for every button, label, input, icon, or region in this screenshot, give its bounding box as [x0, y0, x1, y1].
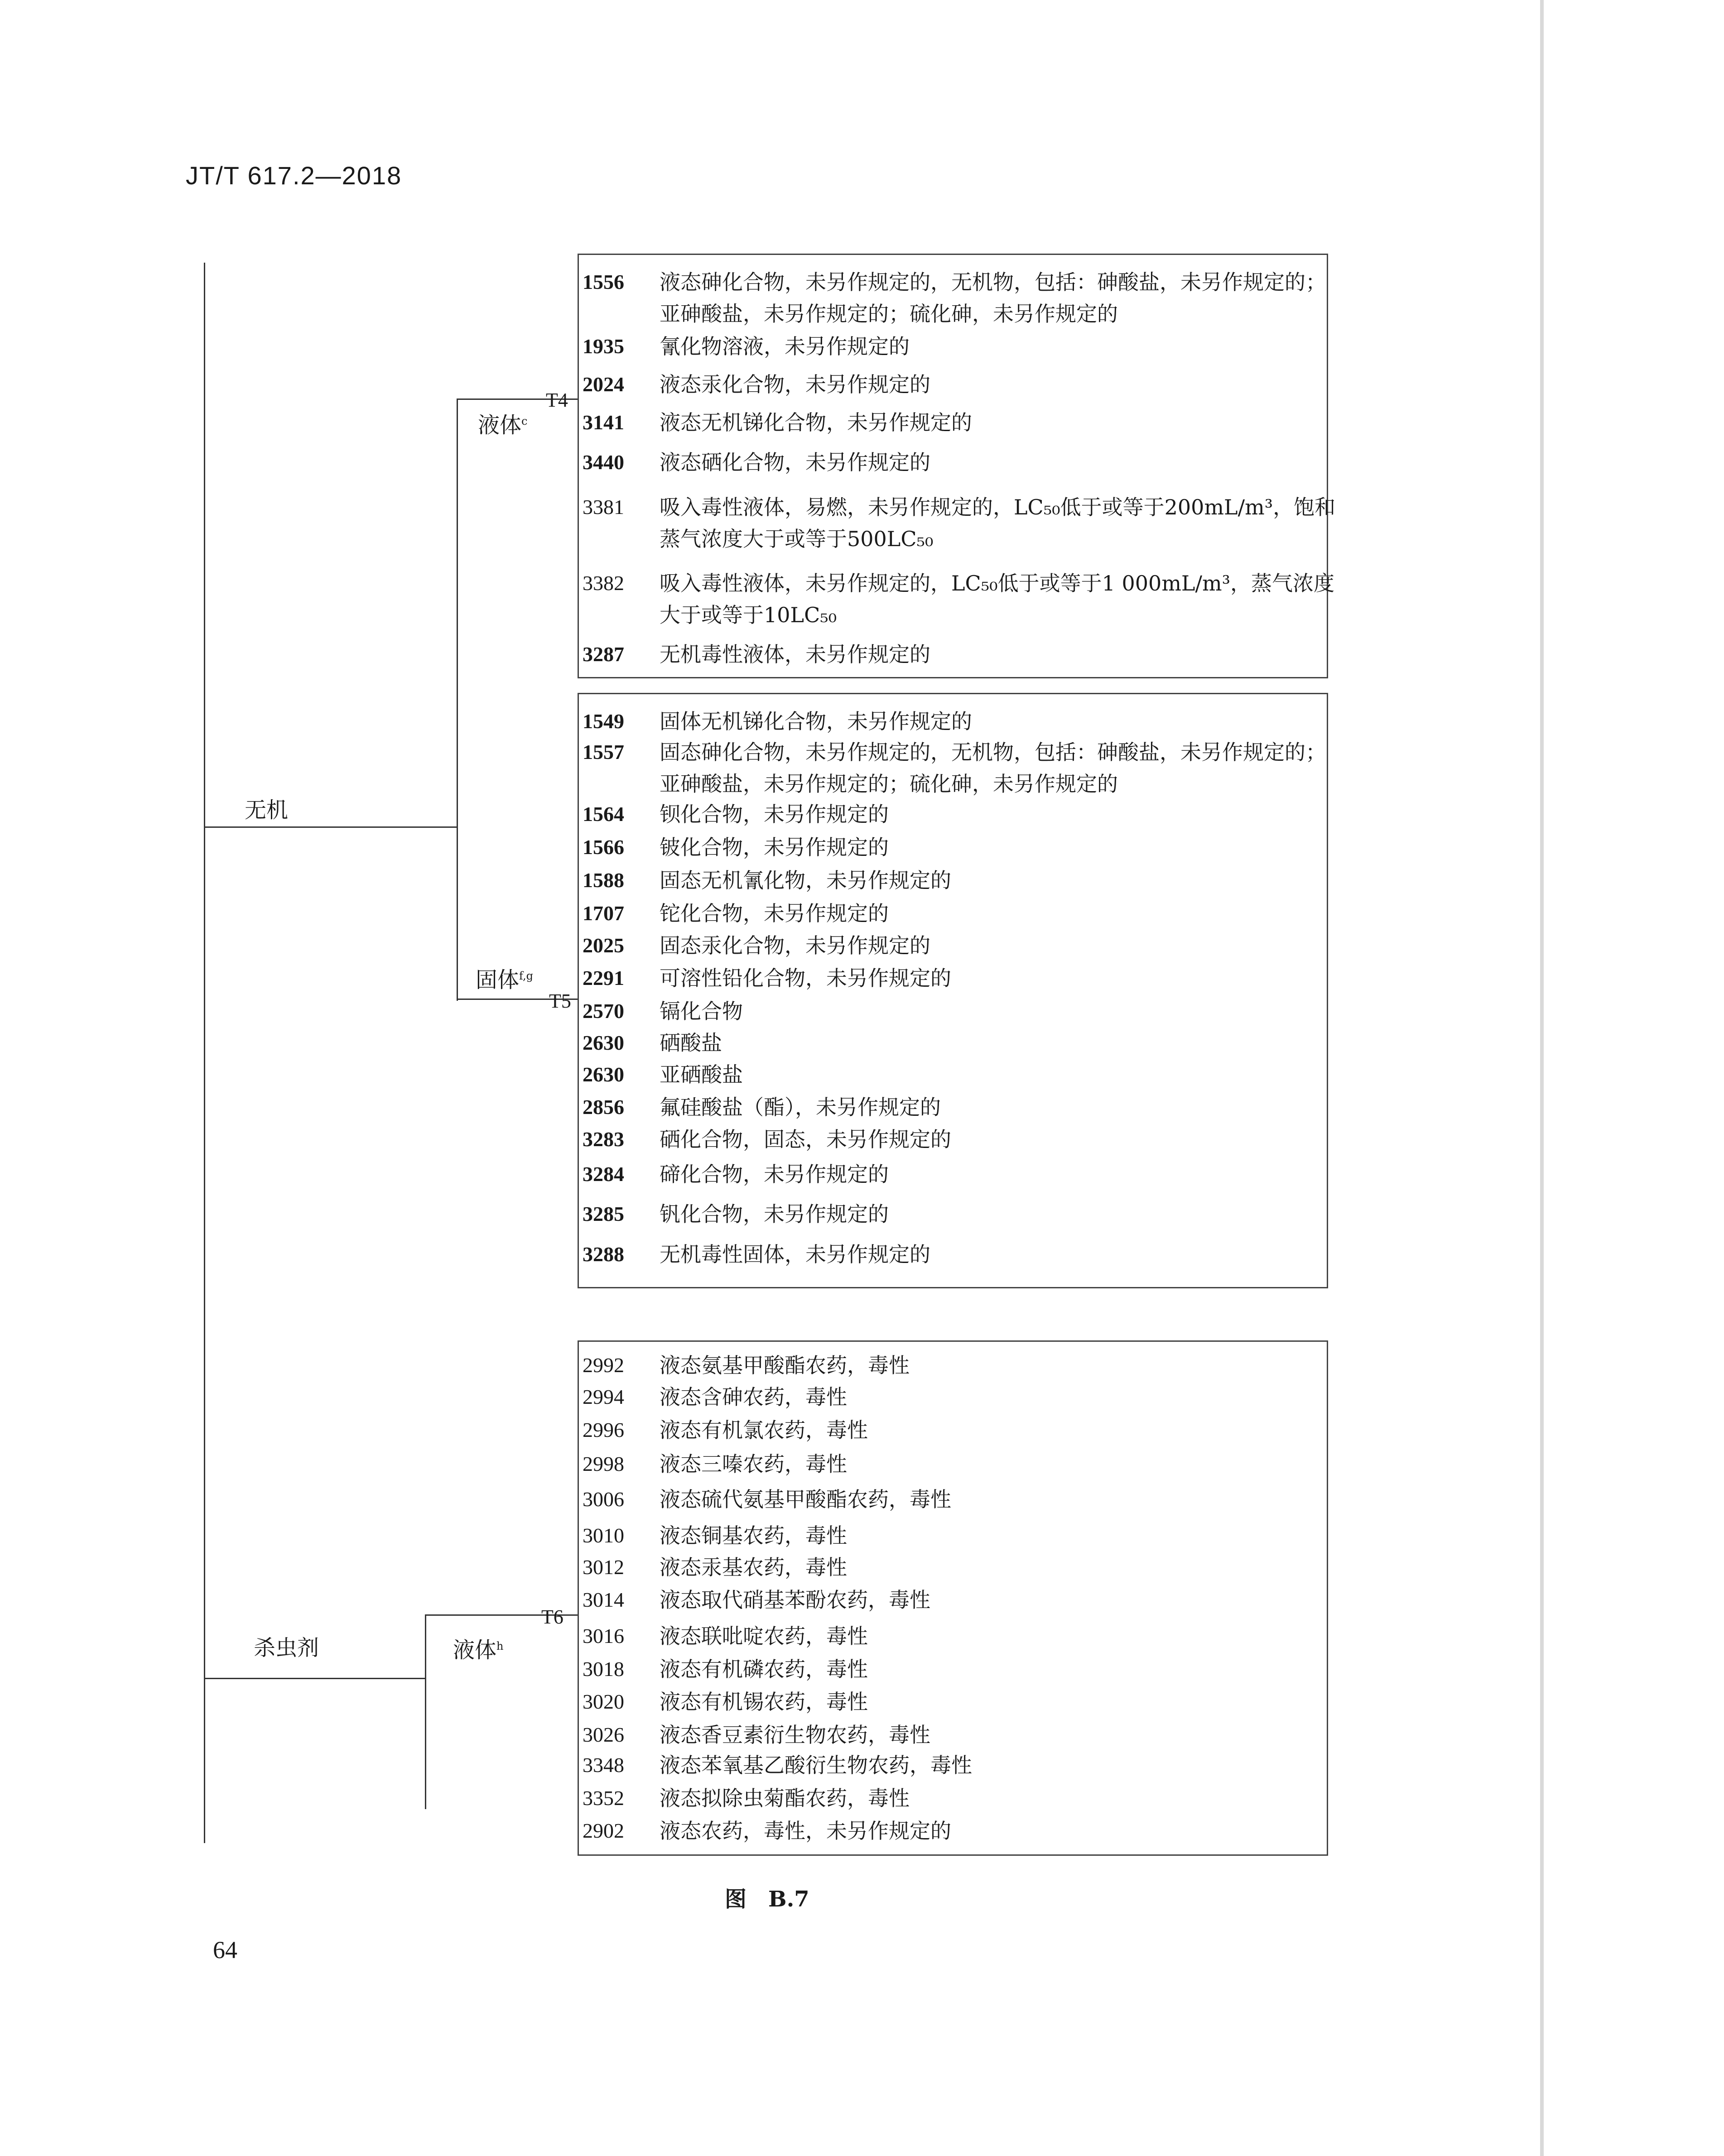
branch-pesticide-line: [204, 1678, 426, 1679]
box-t6-pesticide-liquid: 2992 液态氨基甲酸酯农药，毒性 2994 液态含砷农药，毒性 2996 液态有机氯农药，毒性 2998 液态三嗪农药，毒性 3006 液态硫代氨基甲酸酯农药，毒性 3010 液态铜基农药，毒性 3012 液态汞基农药，毒性 3014 液态取代硝基苯酚农药，毒性 3016 液态联吡啶农药，毒性 3018 液态有机磷农药，毒性 3020 液态有机锡农药，毒性 3026 液态香豆素衍生物农药，毒性 3348 液态苯氧基乙酸衍生物农药，毒性 3352 液态拟除虫菊酯农药，毒性 2902 液态农药，毒性，未另作规定的: [578, 1340, 1328, 1856]
label-liquid-h: 液体$^h$: [453, 1637, 504, 1663]
label-t5: T5: [549, 990, 571, 1012]
pesticide-split-line: [425, 1614, 426, 1809]
page-edge-shadow: [1540, 0, 1544, 2156]
inorganic-split-line: [457, 399, 458, 1001]
page-number: 64: [213, 1936, 237, 1964]
branch-inorganic-line: [204, 826, 457, 828]
label-t4: T4: [546, 389, 568, 411]
label-inorganic: 无机: [245, 797, 289, 823]
tree-trunk-line: [204, 263, 205, 1843]
label-pesticide: 杀虫剂: [254, 1635, 319, 1661]
box-t5-solid: 1549 固体无机锑化合物，未另作规定的 1557 固态砷化合物，未另作规定的，无机物，包括：砷酸盐，未另作规定的； 亚砷酸盐，未另作规定的；硫化砷，未另作规定的 1564 钡化合物，未另作规定的 1566 铍化合物，未另作规定的 1588 固态无机氰化物，未另作规定的 1707 铊化合物，未另作规定的 2025 固态汞化合物，未另作规定的 2291 可溶性铅化合物，未另作规定的 2570 镉化合物 2630 硒酸盐 2630 亚硒酸盐 2856 氟硅酸盐（酯），未另作规定的 3283 硒化合物，固态，未另作规定的 3284 碲化合物，未另作规定的 3285 钒化合物，未另作规定的 3288 无机毒性固体，未另作规定的: [578, 693, 1328, 1288]
label-solid-fg: 固体$^{f,g}$: [476, 967, 534, 993]
box-t4-liquid: 1556 液态砷化合物，未另作规定的，无机物，包括：砷酸盐，未另作规定的； 亚砷酸盐，未另作规定的；硫化砷，未另作规定的 1935 氰化物溶液，未另作规定的 2024 液态汞化合物，未另作规定的 3141 液态无机锑化合物，未另作规定的 3440 液态硒化合物，未另作规定的 3381 吸入毒性液体，易燃，未另作规定的，LC₅₀低于或等于200mL/m³，饱和 蒸气浓度大于或等于500LC₅₀ 3382 吸入毒性液体，未另作规定的，LC₅₀低于或等于1 000mL/m³，蒸气浓度 大于或等于10LC₅₀ 3287 无机毒性液体，未另作规定的: [578, 254, 1328, 678]
document-header: JT/T 617.2—2018: [186, 161, 402, 190]
figure-caption: 图 B.7: [725, 1887, 809, 1912]
label-liquid-c: 液体$^c$: [478, 413, 528, 438]
label-t6: T6: [541, 1606, 563, 1628]
